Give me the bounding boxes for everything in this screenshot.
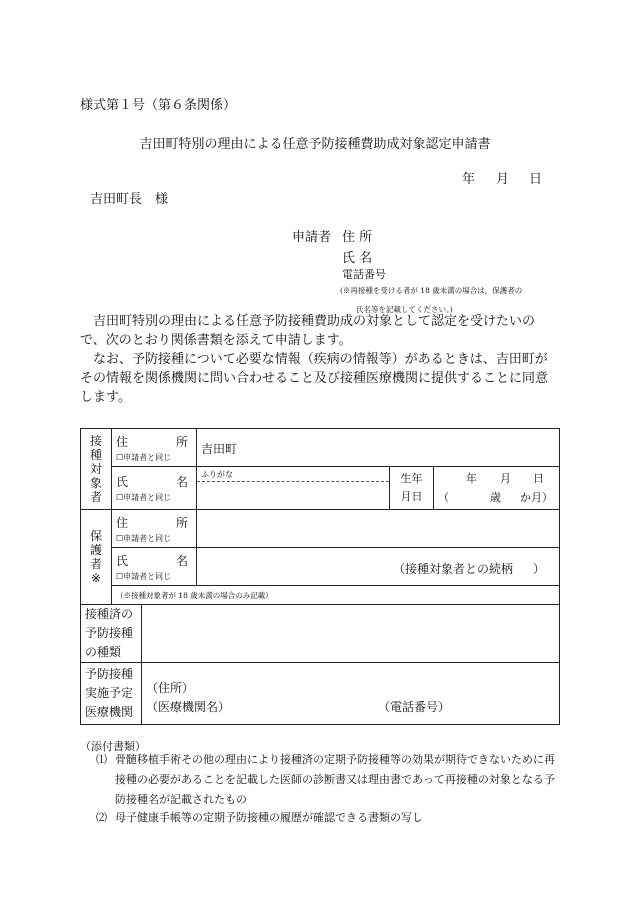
same-as-applicant-checkbox[interactable]: ☐申請者と同じ xyxy=(116,452,172,462)
guardian-address-label: 住 所 ☐申請者と同じ xyxy=(112,510,197,548)
clinic-name-label: （医療機関名） xyxy=(146,700,231,714)
relation-close: ） xyxy=(533,562,546,576)
birth-date-field[interactable]: 年 月 日 （ 歳 か月） xyxy=(434,467,560,510)
clinic-address-label: （住所） xyxy=(146,681,195,695)
subject-section-label: 接 種 対 象 者 xyxy=(81,429,112,510)
applicant-note: (※再接種を受ける者が 18 歳未満の場合は，保護者の xyxy=(340,286,523,295)
request-paragraph: 吉田町特別の理由による任意予防接種費助成の対象として認定を受けたいので、次のとおり関係書類を添えて申請します。 xyxy=(80,314,536,348)
guardian-name-field[interactable] xyxy=(197,548,560,586)
applicant-label: 申請者 xyxy=(292,230,332,245)
furigana-label: ふりがな xyxy=(197,469,389,482)
request-body xyxy=(80,312,550,407)
guardian-section-label: 保 護 者 ※ xyxy=(81,510,112,605)
date-day: 日 xyxy=(529,172,543,187)
same-as-applicant-checkbox[interactable]: ☐申請者と同じ xyxy=(116,571,172,581)
same-as-applicant-checkbox[interactable]: ☐申請者と同じ xyxy=(116,493,172,502)
subject-name-label: 氏 名 ☐申請者と同じ xyxy=(112,467,197,510)
date-month: 月 xyxy=(496,172,510,187)
form-number: 様式第１号（第６条関係） xyxy=(80,98,237,113)
clinic-field[interactable] xyxy=(142,663,560,725)
attachment-item-2: ⑵ 母子健康手帳等の定期予防接種の履歴が確認できる書類の写し xyxy=(96,811,423,824)
clinic-phone-label: （電話番号） xyxy=(378,700,451,714)
guardian-name-label: 氏 名 ☐申請者と同じ xyxy=(112,548,197,586)
guardian-address-field[interactable] xyxy=(197,510,560,548)
applicant-note-cont: 氏名等を記載してください。) xyxy=(356,305,453,314)
attachments-heading: （添付書類） xyxy=(80,740,146,753)
application-table xyxy=(80,428,560,725)
consent-paragraph: なお、予防接種について必要な情報（疾病の情報等）があるときは、吉田町がその情報を関係機関に問い合わせること及び接種医療機関に提供することに同意します。 xyxy=(80,352,549,405)
document-title: 吉田町特別の理由による任意予防接種費助成対象認定申請書 xyxy=(139,137,491,152)
subject-address-field[interactable]: 吉田町 xyxy=(197,429,560,467)
guardian-note: （※接種対象者が 18 歳未満の場合のみ記載） xyxy=(112,586,560,605)
applicant-name-label: 氏 名 xyxy=(342,251,373,266)
vaccinated-field[interactable] xyxy=(142,605,560,663)
applicant-phone-label: 電話番号 xyxy=(342,268,386,281)
birth-label: 生年 月日 xyxy=(390,467,434,510)
subject-name-field[interactable] xyxy=(197,467,390,510)
relation-label: （接種対象者との続柄 xyxy=(393,562,514,576)
date-year: 年 xyxy=(462,172,476,187)
clinic-label: 予防接種 実施予定 医療機関 xyxy=(81,663,142,725)
addressee: 吉田町長 様 xyxy=(90,192,169,207)
subject-address-label: 住 所 ☐申請者と同じ xyxy=(112,429,197,467)
vaccinated-label: 接種済の 予防接種 の種類 xyxy=(81,605,142,663)
applicant-address-label: 住 所 xyxy=(342,230,373,245)
attachment-item-1: ⑴ 骨髄移植手術その他の理由により接種済の定期予防接種等の効果が期待できないために再接種の必要があることを記載した医師の診断書又は理由書であって再接種の対象となる予防接種名が記載されたもの xyxy=(96,753,555,806)
same-as-applicant-checkbox[interactable]: ☐申請者と同じ xyxy=(116,533,172,543)
